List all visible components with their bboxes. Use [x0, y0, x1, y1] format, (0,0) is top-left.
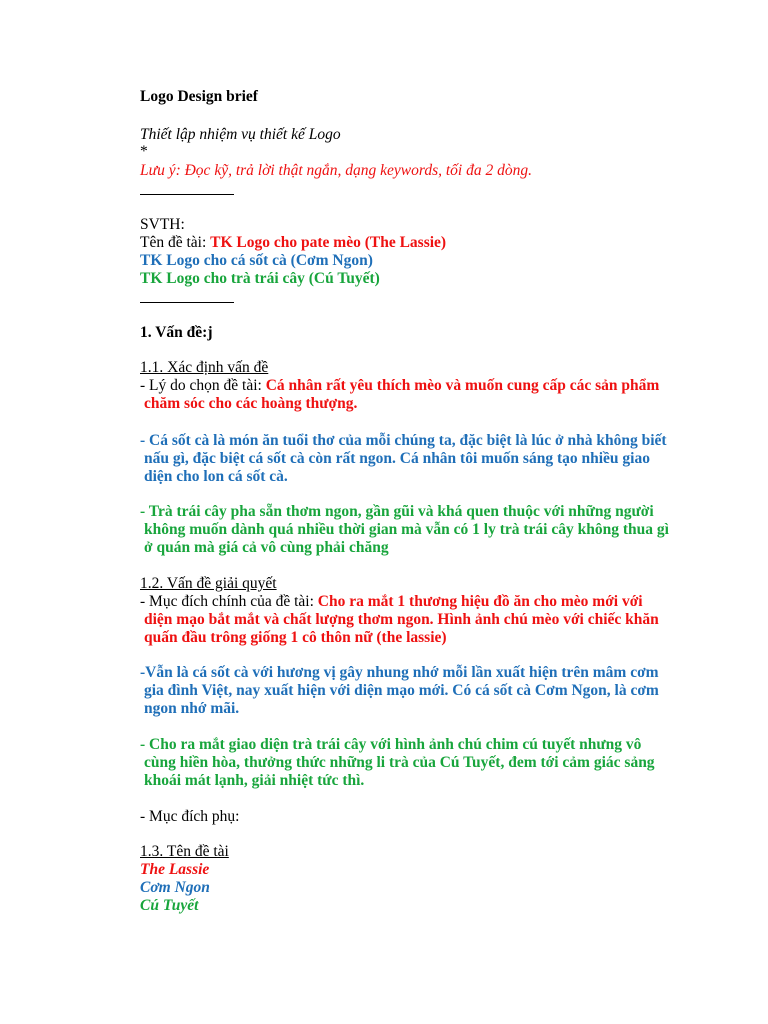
separator-line [140, 302, 234, 303]
reason-green-line-3: ở quán mà giá cả vô cùng phải chăng [144, 539, 389, 556]
sub-purpose-label: - Mục đích phụ: [140, 808, 240, 825]
main-blue-line-2: gia đình Việt, nay xuất hiện với diện mạo mới. Có cá sốt cà Cơm Ngon, là cơm [144, 682, 659, 699]
reason-green-line-2: không muốn dành quá nhiều thời gian mà vẫn có 1 ly trà trái cây không thua gì [144, 521, 669, 538]
topic-label: Tên đề tài: [140, 234, 211, 251]
topic-green: TK Logo cho trà trái cây (Cú Tuyết) [140, 270, 380, 287]
topic-line-red [140, 234, 446, 252]
section-1-1-heading: 1.1. Xác định vấn đề [140, 359, 269, 376]
reason-red-line-2: chăm sóc cho các hoàng thượng. [144, 395, 358, 412]
main-red-line-2: diện mạo bắt mắt và chất lượng thơm ngon. Hình ảnh chú mèo với chiếc khăn [144, 611, 659, 628]
brand-name-red: The Lassie [140, 861, 210, 878]
reason-blue-line-2: nấu gì, đặc biệt cá sốt cà còn rất ngon. Cá nhân tôi muốn sáng tạo nhiều giao [144, 450, 650, 467]
section-1-3-heading: 1.3. Tên đề tài [140, 843, 229, 860]
svth-label: SVTH: [140, 216, 185, 233]
main-red-line-1: Cho ra mắt 1 thương hiệu đồ ăn cho mèo mới với [317, 593, 643, 610]
main-blue-paragraph [140, 664, 659, 718]
main-blue-line-1: -Vẫn là cá sốt cà với hương vị gây nhung nhớ mỗi lần xuất hiện trên mâm cơm [140, 664, 659, 681]
topic-blue: TK Logo cho cá sốt cà (Cơm Ngon) [140, 252, 373, 269]
reason-label: - Lý do chọn đề tài: [140, 377, 266, 394]
document-title: Logo Design brief [140, 88, 258, 105]
reason-blue-line-3: diện cho lon cá sốt cà. [144, 468, 288, 485]
section-1-2-heading: 1.2. Vấn đề giải quyết [140, 575, 277, 592]
instruction-note: Lưu ý: Đọc kỹ, trả lời thật ngắn, dạng keywords, tối đa 2 dòng. [140, 162, 532, 179]
main-red-line-3: quấn đầu trông giống 1 cô thôn nữ (the lassie) [144, 629, 447, 646]
brand-name-blue: Cơm Ngon [140, 879, 210, 896]
main-blue-line-3: ngon nhớ mãi. [144, 700, 240, 717]
asterisk-mark: * [140, 143, 148, 160]
main-purpose-paragraph [140, 593, 659, 647]
separator-line [140, 194, 234, 195]
section-1-heading: 1. Vấn đề:j [140, 324, 213, 341]
main-green-paragraph [140, 736, 655, 790]
main-green-line-2: cùng hiền hòa, thưởng thức những li trà của Cú Tuyết, đem tới cảm giác sảng [144, 754, 655, 771]
reason-blue-paragraph [140, 432, 667, 486]
document-subtitle: Thiết lập nhiệm vụ thiết kế Logo [140, 126, 341, 143]
reason-blue-line-1: - Cá sốt cà là món ăn tuổi thơ của mỗi chúng ta, đặc biệt là lúc ở nhà không biết [140, 432, 667, 449]
reason-green-line-1: - Trà trái cây pha sẵn thơm ngon, gần gũi và khá quen thuộc với những người [140, 503, 654, 520]
main-green-line-3: khoái mát lạnh, giải nhiệt tức thì. [144, 772, 365, 789]
reason-red-line-1: Cá nhân rất yêu thích mèo và muốn cung cấp các sản phẩm [265, 377, 660, 394]
main-purpose-label: - Mục đích chính của đề tài: [140, 593, 318, 610]
main-green-line-1: - Cho ra mắt giao diện trà trái cây với hình ảnh chú chim cú tuyết nhưng vô [140, 736, 642, 753]
topic-red: TK Logo cho pate mèo (The Lassie) [210, 234, 447, 251]
reason-green-paragraph [140, 503, 669, 557]
brand-name-green: Cú Tuyết [140, 897, 199, 914]
reason-paragraph [140, 377, 659, 413]
